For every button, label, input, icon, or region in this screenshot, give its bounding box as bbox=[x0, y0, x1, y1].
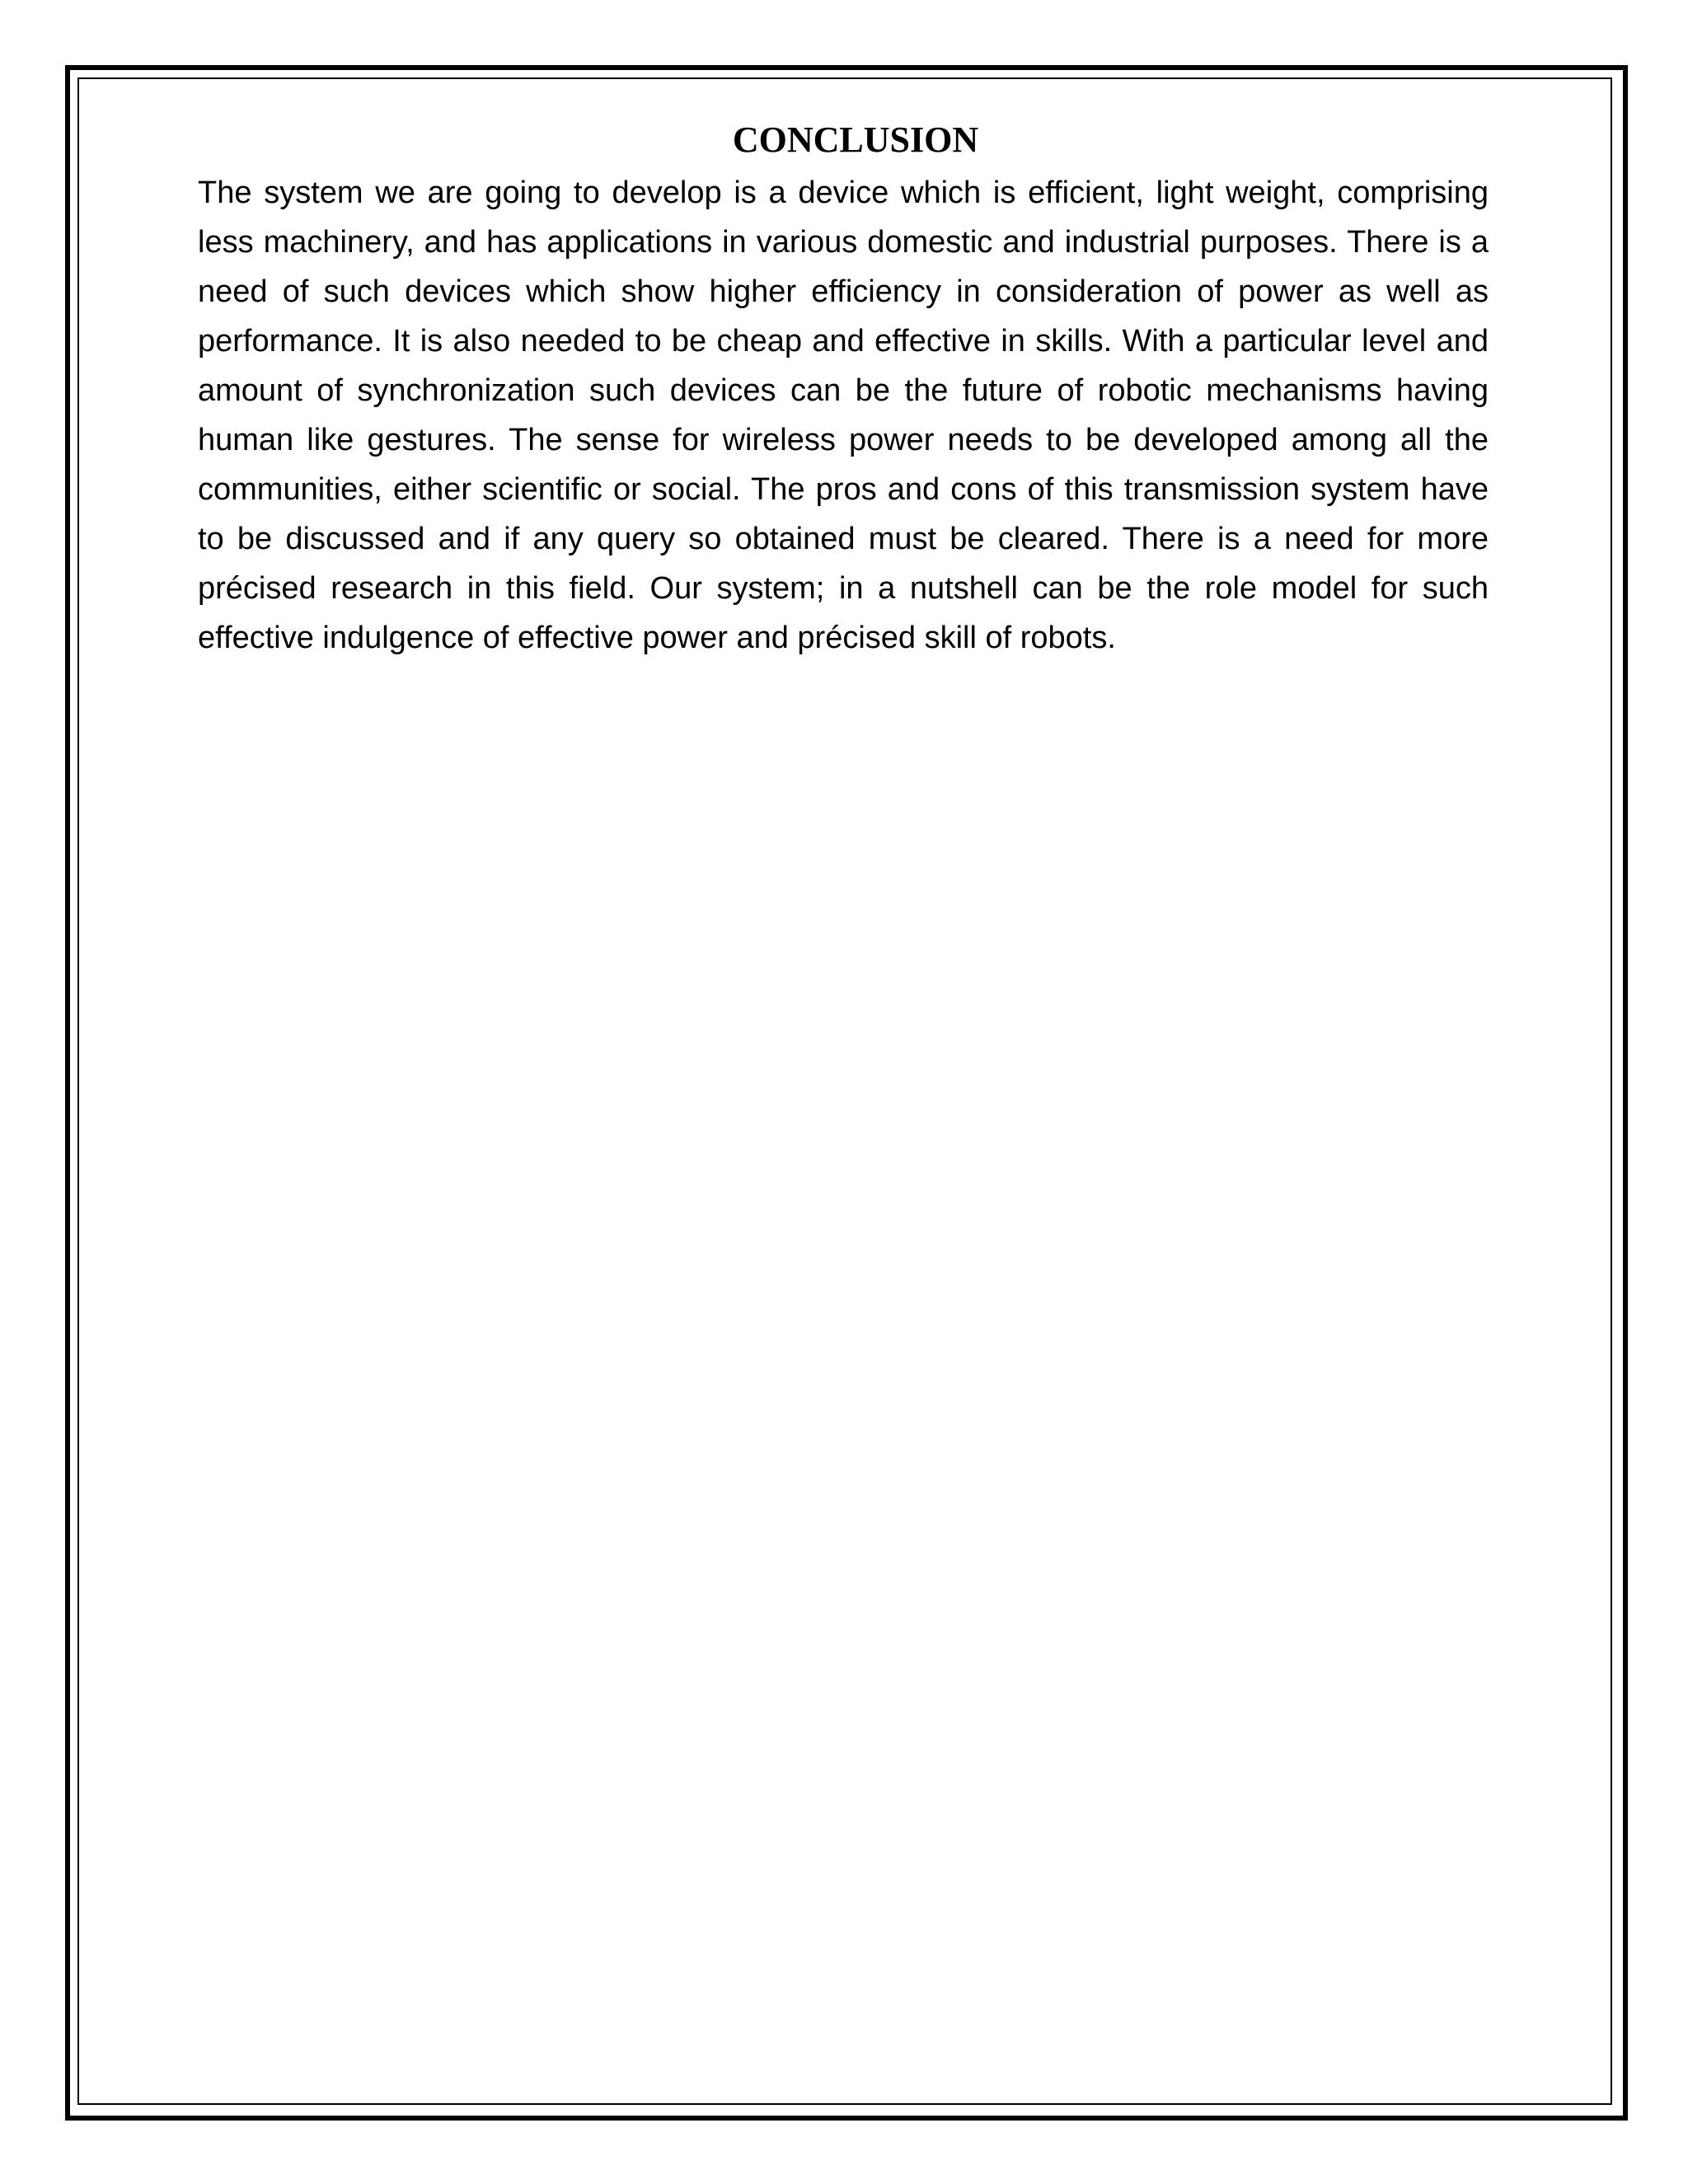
section-title: CONCLUSION bbox=[732, 120, 979, 160]
conclusion-paragraph: The system we are going to develop is a device which is efficient, light weight, comprising less machinery, and has applications in various domestic and industrial purposes. There is a need of such devices which show higher efficiency in consideration of power as well as performance. It is also needed to be cheap and effective in skills. With a particular level and amount of synchronization such devices can be the future of robotic mechanisms having human like gestures. The sense for wireless power needs to be developed among all the communities, either scientific or social. The pros and cons of this transmission system have to be discussed and if any query so obtained must be cleared. There is a need for more précised research in this field. Our system; in a nutshell can be the role model for such effective indulgence of effective power and précised skill of robots. bbox=[198, 176, 1489, 655]
document-content bbox=[198, 115, 1489, 663]
